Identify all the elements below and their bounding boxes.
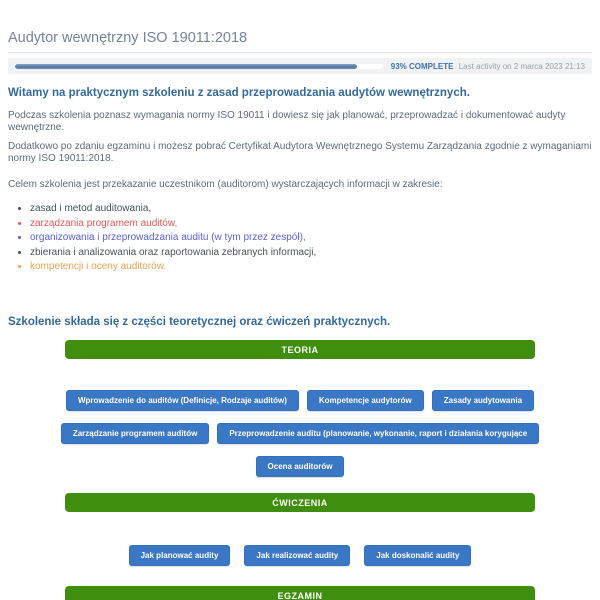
exercise-button-planowac[interactable]: Jak planować audity [129, 545, 231, 566]
goal-item-1: • zasad i metod auditowania, [30, 204, 592, 214]
goal-item-5: • kompetencji i oceny auditorów. [30, 262, 592, 272]
page-title: Audytor wewnętrzny ISO 19011:2018 [8, 30, 592, 53]
course-map [65, 340, 535, 600]
intro-paragraph-3: Celem szkolenia jest przekazanie uczestnikom (auditorom) wystarczających informacji w zakresie: [8, 179, 443, 190]
teoria-row-2 [65, 423, 535, 444]
lesson-button-kompetencje[interactable]: Kompetencje audytorów [307, 390, 424, 411]
cwiczenia-row-1 [65, 545, 535, 566]
section-bar-egzamin[interactable]: EGZAMIN [65, 586, 535, 600]
structure-heading: Szkolenie składa się z części teoretycznej oraz ćwiczeń praktycznych. [8, 316, 391, 328]
section-bar-teoria[interactable]: TEORIA [65, 340, 535, 359]
lesson-button-wprowadzenie[interactable]: Wprowadzenie do auditów (Definicje, Rodzaje auditów) [66, 390, 299, 411]
exercise-button-doskonalic[interactable]: Jak doskonalić audity [364, 545, 471, 566]
teoria-row-1 [65, 390, 535, 411]
training-goals-list [8, 204, 592, 272]
welcome-heading: Witamy na praktycznym szkoleniu z zasad przeprowadzania audytów wewnętrznych. [8, 87, 470, 99]
goal-item-3: • organizowania i przeprowadzania auditu (w tym przez zespół), [30, 233, 592, 243]
lesson-button-przeprowadzenie[interactable]: Przeprowadzenie auditu (planowanie, wykonanie, raport i działania korygujące [217, 423, 539, 444]
exercise-button-realizowac[interactable]: Jak realizować audity [244, 545, 350, 566]
progress-status [391, 62, 585, 71]
progress-fill [15, 64, 357, 69]
progress-percent-label: 93% COMPLETE [390, 61, 454, 71]
teoria-row-3 [65, 456, 535, 477]
section-bar-cwiczenia[interactable]: ĆWICZENIA [65, 493, 535, 512]
lesson-button-zasady[interactable]: Zasady audytowania [432, 390, 534, 411]
course-progress-bar [8, 58, 592, 74]
goal-item-2: • zarządzania programem auditów, [30, 219, 592, 229]
intro-paragraph-2: Dodatkowo po zdaniu egzaminu i możesz pobrać Certyfikat Audytora Wewnętrznego Systemu Zarządzania zgodnie z wymaganiami normy ISO 19011:2018. [8, 141, 592, 164]
last-activity-label: Last activity on 2 marca 2023 21:13 [458, 61, 585, 71]
lesson-button-ocena[interactable]: Ocena auditorów [256, 456, 345, 477]
goal-item-4: • zbierania i analizowania oraz raportowania zebranych informacji, [30, 248, 592, 258]
intro-paragraph-1: Podczas szkolenia poznasz wymagania normy ISO 19011 i dowiesz się jak planować, przeprowadzać i dokumentować audyty wewnętrzne. [8, 110, 566, 133]
lesson-button-zarzadzanie[interactable]: Zarządzanie programem auditów [61, 423, 209, 444]
progress-track [15, 64, 383, 69]
